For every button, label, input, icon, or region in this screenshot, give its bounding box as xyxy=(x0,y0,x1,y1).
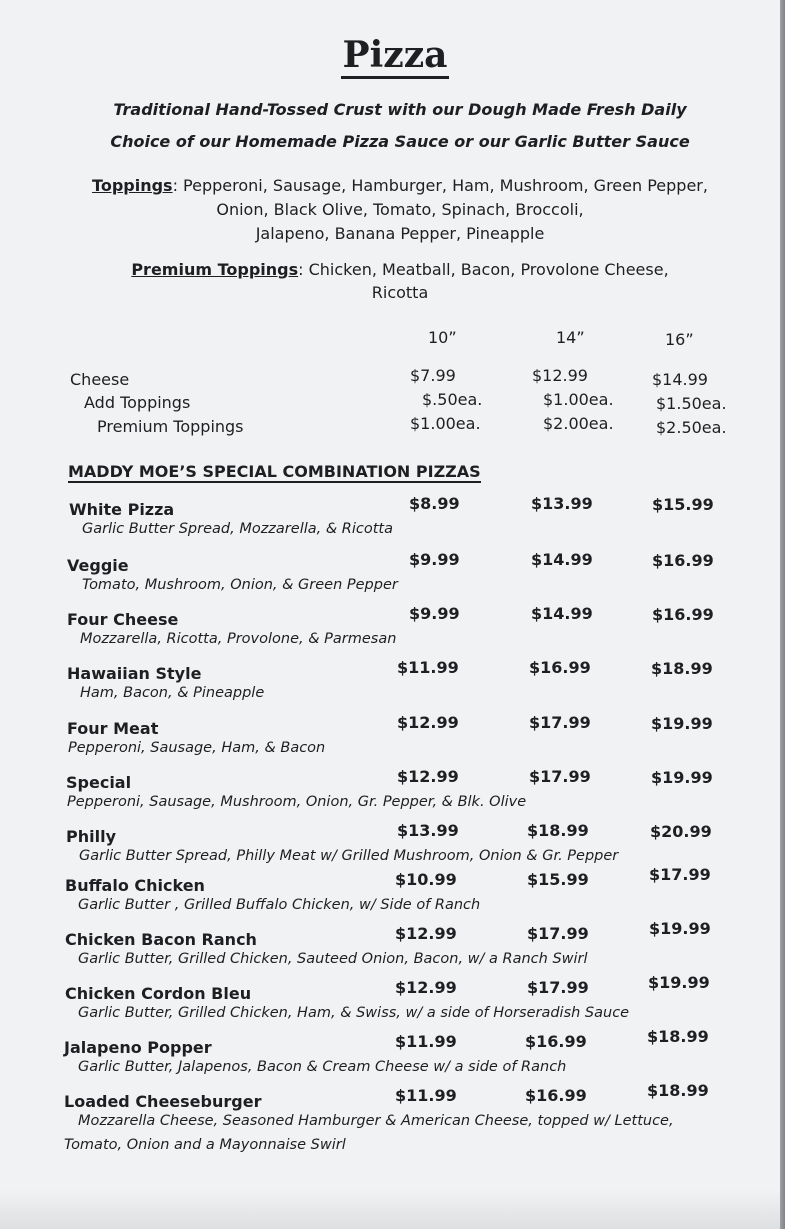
pizza-price: $20.99 xyxy=(650,822,712,841)
base-price: $1.00ea. xyxy=(543,390,614,409)
size-header-14: 14” xyxy=(556,328,585,347)
pizza-price: $11.99 xyxy=(397,658,459,677)
pizza-price: $14.99 xyxy=(531,604,593,623)
pizza-price: $13.99 xyxy=(531,494,593,513)
pizza-price: $19.99 xyxy=(649,919,711,938)
pizza-price: $12.99 xyxy=(397,713,459,732)
pizza-description: Mozzarella Cheese, Seasoned Hamburger & American Cheese, topped w/ Lettuce, xyxy=(78,1113,674,1129)
pizza-price: $12.99 xyxy=(395,978,457,997)
base-price: $.50ea. xyxy=(422,390,483,409)
pizza-price: $18.99 xyxy=(647,1081,709,1100)
pizza-name: Special xyxy=(66,773,132,792)
pizza-price: $16.99 xyxy=(652,551,714,570)
pizza-price: $16.99 xyxy=(525,1032,587,1051)
premium-label: Premium Toppings xyxy=(131,260,299,279)
base-price: $1.50ea. xyxy=(656,394,727,413)
pizza-name: Hawaiian Style xyxy=(67,664,202,683)
pizza-price: $10.99 xyxy=(395,870,457,889)
pizza-description: Ham, Bacon, & Pineapple xyxy=(80,685,265,701)
pizza-price: $15.99 xyxy=(652,495,714,514)
base-price: $1.00ea. xyxy=(410,414,481,433)
pizza-name: Buffalo Chicken xyxy=(65,876,205,895)
pizza-description-cont: Tomato, Onion and a Mayonnaise Swirl xyxy=(64,1137,346,1153)
pizza-description: Garlic Butter Spread, Philly Meat w/ Grilled Mushroom, Onion & Gr. Pepper xyxy=(79,848,619,864)
pizza-name: Chicken Bacon Ranch xyxy=(65,930,257,949)
pizza-description: Garlic Butter, Grilled Chicken, Ham, & Swiss, w/ a side of Horseradish Sauce xyxy=(78,1005,630,1021)
pizza-price: $13.99 xyxy=(397,821,459,840)
pizza-name: Jalapeno Popper xyxy=(64,1038,212,1057)
pizza-price: $17.99 xyxy=(529,713,591,732)
pizza-price: $9.99 xyxy=(409,604,460,623)
pizza-price: $14.99 xyxy=(531,550,593,569)
pizza-price: $18.99 xyxy=(651,659,713,678)
tagline-crust: Traditional Hand-Tossed Crust with our Dough Made Fresh Daily xyxy=(113,100,687,119)
base-price: $7.99 xyxy=(410,366,456,385)
pizza-name: Loaded Cheeseburger xyxy=(64,1092,262,1111)
toppings-line-3: Jalapeno, Banana Pepper, Pineapple xyxy=(255,224,545,243)
pizza-price: $18.99 xyxy=(527,821,589,840)
pizza-name: Four Cheese xyxy=(67,610,179,629)
page-title: Pizza xyxy=(0,34,785,76)
section-title: MADDY MOE’S SPECIAL COMBINATION PIZZAS xyxy=(68,462,481,481)
pizza-price: $19.99 xyxy=(651,714,713,733)
pizza-name: Philly xyxy=(66,827,116,846)
pizza-price: $11.99 xyxy=(395,1086,457,1105)
base-price: $2.50ea. xyxy=(656,418,727,437)
pizza-name: White Pizza xyxy=(69,500,175,519)
base-price: $2.00ea. xyxy=(543,414,614,433)
premium-line-1: Premium Toppings: Chicken, Meatball, Bacon, Provolone Cheese, xyxy=(131,260,669,279)
tagline-sauce: Choice of our Homemade Pizza Sauce or our Garlic Butter Sauce xyxy=(110,132,690,151)
base-price: $12.99 xyxy=(532,366,588,385)
base-price: $14.99 xyxy=(652,370,708,389)
size-header-10: 10” xyxy=(428,328,457,347)
pizza-price: $17.99 xyxy=(527,924,589,943)
base-row-label: Add Toppings xyxy=(84,393,191,412)
toppings-label: Toppings xyxy=(92,176,173,195)
pizza-description: Tomato, Mushroom, Onion, & Green Pepper xyxy=(82,577,398,593)
pizza-price: $17.99 xyxy=(527,978,589,997)
base-row-label: Cheese xyxy=(70,370,130,389)
pizza-price: $17.99 xyxy=(649,865,711,884)
toppings-line-1: Toppings: Pepperoni, Sausage, Hamburger, Ham, Mushroom, Green Pepper, xyxy=(92,176,708,195)
pizza-description: Garlic Butter, Grilled Chicken, Sauteed Onion, Bacon, w/ a Ranch Swirl xyxy=(78,951,588,967)
toppings-line-2: Onion, Black Olive, Tomato, Spinach, Broccoli, xyxy=(216,200,584,219)
pizza-description: Pepperoni, Sausage, Ham, & Bacon xyxy=(68,740,326,756)
pizza-price: $11.99 xyxy=(395,1032,457,1051)
pizza-price: $16.99 xyxy=(525,1086,587,1105)
pizza-name: Veggie xyxy=(67,556,129,575)
pizza-name: Four Meat xyxy=(67,719,159,738)
pizza-description: Garlic Butter Spread, Mozzarella, & Ricotta xyxy=(82,521,393,537)
pizza-description: Garlic Butter, Jalapenos, Bacon & Cream Cheese w/ a side of Ranch xyxy=(78,1059,567,1075)
pizza-price: $12.99 xyxy=(397,767,459,786)
pizza-price: $8.99 xyxy=(409,494,460,513)
pizza-name: Chicken Cordon Bleu xyxy=(65,984,252,1003)
pizza-price: $19.99 xyxy=(648,973,710,992)
pizza-description: Pepperoni, Sausage, Mushroom, Onion, Gr. Pepper, & Blk. Olive xyxy=(67,794,527,810)
page-shadow xyxy=(0,1189,785,1229)
size-header-16: 16” xyxy=(665,330,694,349)
pizza-price: $12.99 xyxy=(395,924,457,943)
base-row-label: Premium Toppings xyxy=(97,417,244,436)
pizza-description: Mozzarella, Ricotta, Provolone, & Parmesan xyxy=(80,631,397,647)
pizza-price: $18.99 xyxy=(647,1027,709,1046)
pizza-price: $16.99 xyxy=(529,658,591,677)
pizza-price: $16.99 xyxy=(652,605,714,624)
pizza-price: $9.99 xyxy=(409,550,460,569)
pizza-price: $15.99 xyxy=(527,870,589,889)
pizza-description: Garlic Butter , Grilled Buffalo Chicken, w/ Side of Ranch xyxy=(78,897,481,913)
pizza-price: $19.99 xyxy=(651,768,713,787)
pizza-price: $17.99 xyxy=(529,767,591,786)
premium-line-2: Ricotta xyxy=(371,283,429,302)
